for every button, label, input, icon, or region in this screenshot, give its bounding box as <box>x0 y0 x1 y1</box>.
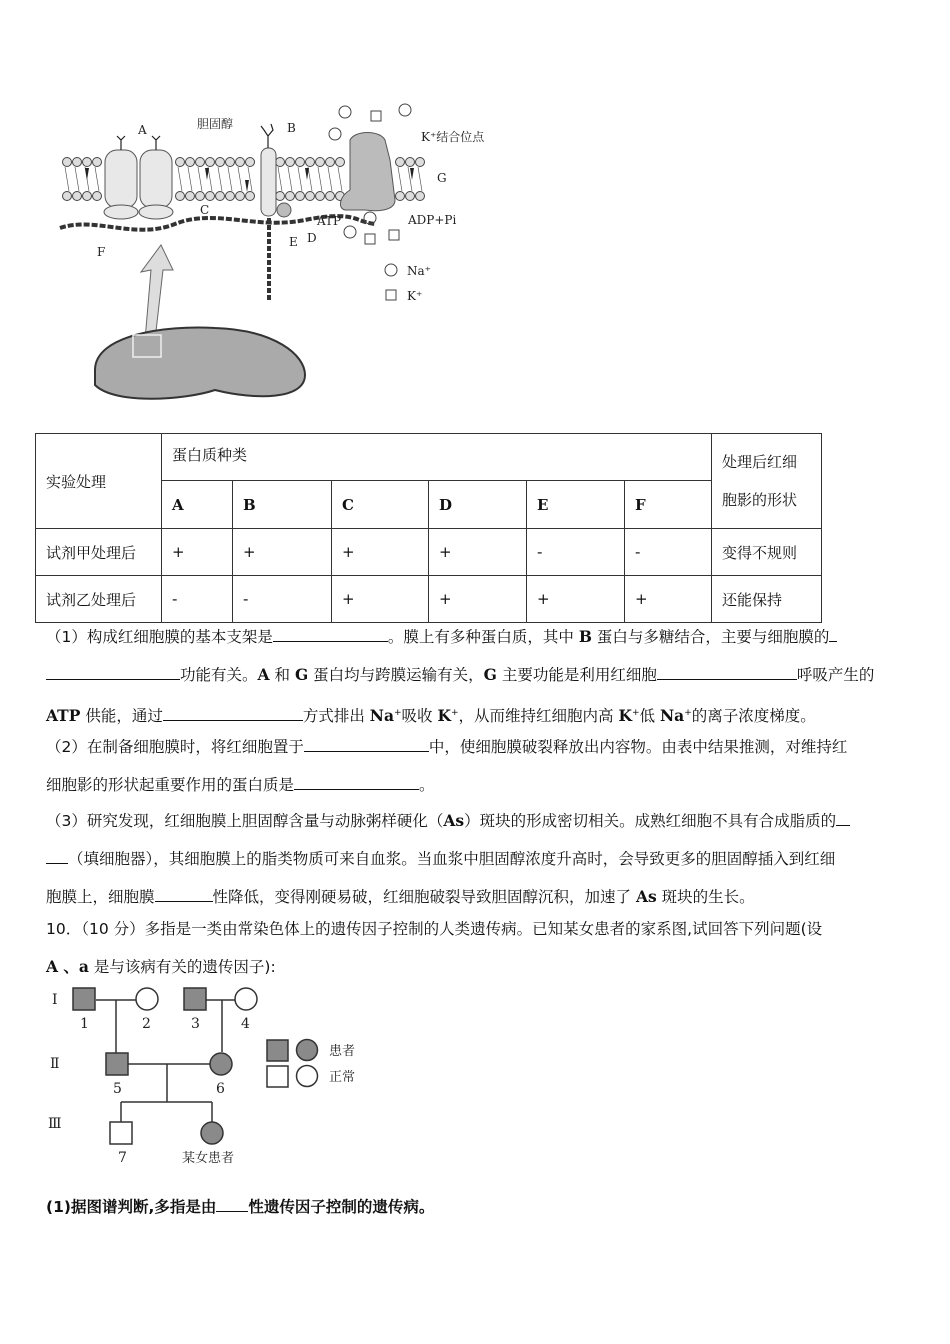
svg-text:D: D <box>307 231 317 245</box>
header-protein-types: 蛋白质种类 <box>162 434 712 481</box>
question-1-paragraph: （1）构成红细胞膜的基本支架是 。膜上有多种蛋白质，其中 B 蛋白与多糖结合，主要与细胞膜的 功能有关。A 和 G 蛋白均与跨膜运输有关，G 主要功能是利用红细胞 呼吸产生的 ATP 供能，通过 方式排出 Na+吸收 K+，从而维持红细胞内高 K+低 Na+的离子浓度梯度。 <box>46 627 875 726</box>
svg-text:K⁺: K⁺ <box>407 289 423 303</box>
question-10-1: (1)据图谱判断,多指是由 性遗传因子控制的遗传病。 <box>46 1188 910 1226</box>
svg-text:Na⁺: Na⁺ <box>407 264 431 278</box>
svg-text:F: F <box>97 245 106 259</box>
svg-text:3: 3 <box>191 1016 200 1032</box>
individual-6 <box>210 1053 232 1075</box>
svg-text:Ⅱ: Ⅱ <box>50 1056 60 1072</box>
svg-text:A: A <box>138 123 147 137</box>
answer-blank[interactable] <box>216 1195 248 1212</box>
svg-text:K⁺结合位点: K⁺结合位点 <box>421 130 485 144</box>
svg-text:ATP: ATP <box>317 214 342 228</box>
answer-blank[interactable] <box>304 735 429 752</box>
svg-text:6: 6 <box>216 1081 225 1097</box>
question-3-paragraph: （3）研究发现，红细胞膜上胆固醇含量与动脉粥样硬化（As）斑块的形成密切相关。成熟红细胞不具有合成脂质的 （填细胞器），其细胞膜上的脂类物质可来自血浆。当血浆中胆固醇浓度升高时，会导致更多的胆固醇插入到红细 胞膜上，细胞膜 性降低，变得刚硬易破，红细胞破裂导致胆固醇沉积，加速了 As 斑块的生长。 <box>46 802 910 916</box>
pedigree-chart <box>40 982 380 1172</box>
svg-text:E: E <box>289 235 298 249</box>
col-protein-d: D <box>429 481 527 529</box>
svg-text:7: 7 <box>118 1150 127 1166</box>
individual-5 <box>106 1053 128 1075</box>
col-protein-c: C <box>332 481 429 529</box>
header-shape: 处理后红细 胞影的形状 <box>712 434 822 529</box>
col-protein-f: F <box>625 481 712 529</box>
svg-text:患者: 患者 <box>329 1044 356 1059</box>
svg-text:某女患者: 某女患者 <box>182 1151 235 1166</box>
question-2-paragraph: （2）在制备细胞膜时，将红细胞置于 中，使细胞膜破裂释放出内容物。由表中结果推测，对维持红 细胞影的形状起重要作用的蛋白质是 。 <box>46 728 910 804</box>
svg-text:ADP+Pi: ADP+Pi <box>408 213 457 227</box>
svg-text:B: B <box>287 121 296 135</box>
col-protein-a: A <box>162 481 233 529</box>
svg-text:胆固醇: 胆固醇 <box>197 117 234 131</box>
answer-blank[interactable] <box>829 625 837 642</box>
individual-proband <box>201 1122 223 1144</box>
answer-blank[interactable] <box>836 809 850 826</box>
svg-text:Ⅲ: Ⅲ <box>48 1116 62 1132</box>
svg-text:正常: 正常 <box>329 1070 356 1085</box>
answer-blank[interactable] <box>46 663 180 680</box>
svg-text:Ⅰ: Ⅰ <box>52 992 58 1008</box>
svg-text:C: C <box>200 203 210 217</box>
individual-2 <box>136 988 158 1010</box>
individual-3 <box>184 988 206 1010</box>
individual-7 <box>110 1122 132 1144</box>
svg-text:G: G <box>437 171 447 185</box>
question-10-stem: 10．（10 分）多指是一类由常染色体上的遗传因子控制的人类遗传病。已知某女患者的家系图,试回答下列问题(设 A 、a 是与该病有关的遗传因子): <box>46 920 823 976</box>
svg-text:2: 2 <box>142 1016 151 1032</box>
cell-membrane-figure <box>55 100 515 420</box>
answer-blank[interactable] <box>155 885 213 902</box>
answer-blank[interactable] <box>46 847 68 864</box>
table-row: 试剂乙处理后 - - + + + + 还能保持 <box>36 576 822 623</box>
col-protein-e: E <box>527 481 625 529</box>
header-treatment: 实验处理 <box>36 434 162 529</box>
svg-text:1: 1 <box>80 1016 89 1032</box>
answer-blank[interactable] <box>294 773 419 790</box>
answer-blank[interactable] <box>273 625 388 642</box>
individual-1 <box>73 988 95 1010</box>
experiment-table <box>35 433 822 623</box>
answer-blank[interactable] <box>657 663 797 680</box>
individual-4 <box>235 988 257 1010</box>
answer-blank[interactable] <box>163 704 303 721</box>
table-row: 试剂甲处理后 + + + + - - 变得不规则 <box>36 529 822 576</box>
svg-text:4: 4 <box>241 1016 250 1032</box>
svg-text:5: 5 <box>113 1081 122 1097</box>
col-protein-b: B <box>233 481 332 529</box>
